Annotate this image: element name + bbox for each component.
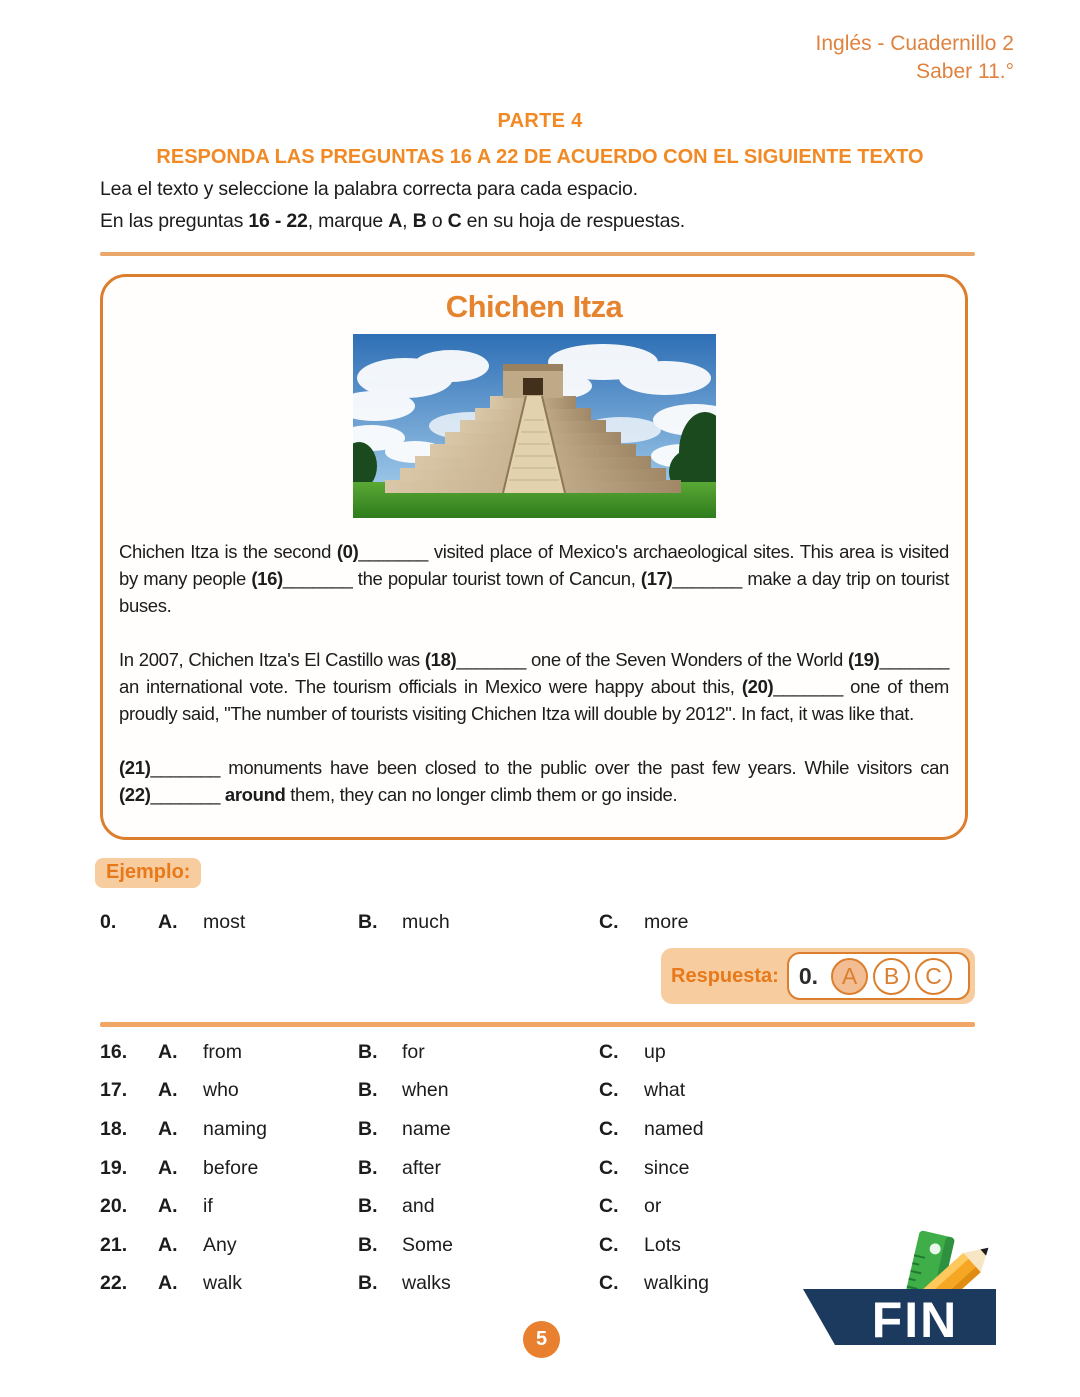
- option-row: [100, 1149, 980, 1188]
- option-text-a: if: [203, 1195, 213, 1218]
- option-text-c: or: [644, 1195, 662, 1218]
- option-text-a: who: [203, 1079, 239, 1102]
- option-label-a: A.: [158, 1040, 178, 1063]
- option-text-a: naming: [203, 1117, 267, 1140]
- option-text-b: and: [402, 1195, 435, 1218]
- answer-inner-box: [787, 952, 970, 1000]
- option-label-c: C.: [599, 1040, 619, 1063]
- option-text-c: up: [644, 1040, 666, 1063]
- question-number: 0.: [100, 910, 117, 933]
- question-number: 18.: [100, 1117, 128, 1140]
- option-label-b: B.: [358, 1040, 378, 1063]
- option-text-a: most: [203, 910, 246, 933]
- option-text-c: what: [644, 1079, 686, 1102]
- section-heading: RESPONDA LAS PREGUNTAS 16 A 22 DE ACUERDO CON EL SIGUIENTE TEXTO: [156, 146, 924, 168]
- booklet-title: Inglés - Cuadernillo 2: [815, 32, 1014, 55]
- chichen-itza-photo: [353, 334, 716, 518]
- option-label-c: C.: [599, 1272, 619, 1295]
- option-text-b: when: [402, 1079, 449, 1102]
- option-label-a: A.: [158, 1156, 178, 1179]
- option-label-b: B.: [358, 1195, 378, 1218]
- option-text-c: walking: [644, 1272, 710, 1295]
- option-text-a: Any: [203, 1233, 237, 1256]
- question-number: 19.: [100, 1156, 128, 1179]
- fin-label: FIN: [871, 1292, 959, 1348]
- option-text-b: Some: [402, 1233, 453, 1256]
- option-label-c: C.: [599, 1156, 619, 1179]
- answer-bubble-b[interactable]: B: [873, 958, 910, 995]
- answer-bubble-c[interactable]: C: [915, 958, 952, 995]
- booklet-header: [816, 30, 1014, 86]
- answer-number: 0.: [798, 962, 818, 989]
- answer-box: [661, 948, 975, 1004]
- option-text-c: more: [644, 910, 689, 933]
- passage-paragraph-1: Chichen Itza is the second (0)_______ visited place of Mexico's archaeological sites. This area is visited by many people (16)_______ the popular tourist town of Cancun, (17)_______ make a day trip on tourist buses.: [119, 541, 949, 616]
- option-label-c: C.: [599, 1079, 619, 1102]
- option-label-a: A.: [158, 1117, 178, 1140]
- option-label-c: C.: [599, 910, 619, 933]
- option-text-c: named: [644, 1117, 704, 1140]
- option-text-b: much: [402, 910, 450, 933]
- option-label-a: A.: [158, 1233, 178, 1256]
- option-text-b: for: [402, 1040, 425, 1063]
- option-text-a: before: [203, 1156, 259, 1179]
- option-label-b: B.: [358, 1233, 378, 1256]
- option-row: [100, 903, 975, 942]
- example-badge: Ejemplo:: [95, 858, 201, 888]
- fin-end-banner: [798, 1226, 1010, 1348]
- option-text-b: after: [402, 1156, 442, 1179]
- part-title: PARTE 4: [497, 110, 583, 132]
- answer-label: Respuesta:: [671, 964, 779, 987]
- question-number: 20.: [100, 1195, 128, 1218]
- option-label-b: B.: [358, 1272, 378, 1295]
- option-row: [100, 1187, 980, 1226]
- option-label-c: C.: [599, 1195, 619, 1218]
- option-label-b: B.: [358, 1079, 378, 1102]
- passage-paragraph-3: (21)_______ monuments have been closed to the public over the past few years. While visitors can (22)_______ around them, they can no longer climb them or go inside.: [119, 757, 949, 805]
- option-text-b: walks: [402, 1272, 451, 1295]
- option-label-c: C.: [599, 1233, 619, 1256]
- option-label-a: A.: [158, 910, 178, 933]
- divider-questions: [100, 1022, 975, 1027]
- instruction-line-1: Lea el texto y seleccione la palabra correcta para cada espacio.: [100, 178, 638, 200]
- option-text-a: walk: [203, 1272, 243, 1295]
- answer-bubble-a[interactable]: A: [831, 958, 868, 995]
- option-text-c: Lots: [644, 1233, 681, 1256]
- question-number: 17.: [100, 1079, 128, 1102]
- divider-top: [100, 252, 975, 256]
- reading-passage-box: [100, 274, 968, 840]
- passage-paragraph-2: In 2007, Chichen Itza's El Castillo was (18)_______ one of the Seven Wonders of the World (19)_______ an international vote. The tourism officials in Mexico were happy about this, (20)_______ one of them proudly said, "The number of tourists visiting Chichen Itza will double by 2012". In fact, it was like that.: [119, 649, 950, 724]
- option-label-a: A.: [158, 1195, 178, 1218]
- question-number: 21.: [100, 1233, 128, 1256]
- option-row: [100, 1033, 980, 1072]
- option-label-b: B.: [358, 910, 378, 933]
- option-label-c: C.: [599, 1117, 619, 1140]
- option-label-a: A.: [158, 1272, 178, 1295]
- option-text-c: since: [644, 1156, 690, 1179]
- option-label-b: B.: [358, 1117, 378, 1140]
- option-row: [100, 1072, 980, 1111]
- passage-title: Chichen Itza: [445, 289, 623, 324]
- option-label-a: A.: [158, 1079, 178, 1102]
- option-text-a: from: [203, 1040, 242, 1063]
- option-row: [100, 1110, 980, 1149]
- exam-name: Saber 11.°: [916, 60, 1014, 83]
- example-row: [100, 903, 975, 942]
- option-text-b: name: [402, 1117, 451, 1140]
- page-number-badge: 5: [523, 1321, 560, 1358]
- question-number: 16.: [100, 1040, 128, 1063]
- instruction-line-2: En las preguntas 16 - 22, marque A, B o C en su hoja de respuestas.: [100, 210, 686, 232]
- question-number: 22.: [100, 1272, 128, 1295]
- option-label-b: B.: [358, 1156, 378, 1179]
